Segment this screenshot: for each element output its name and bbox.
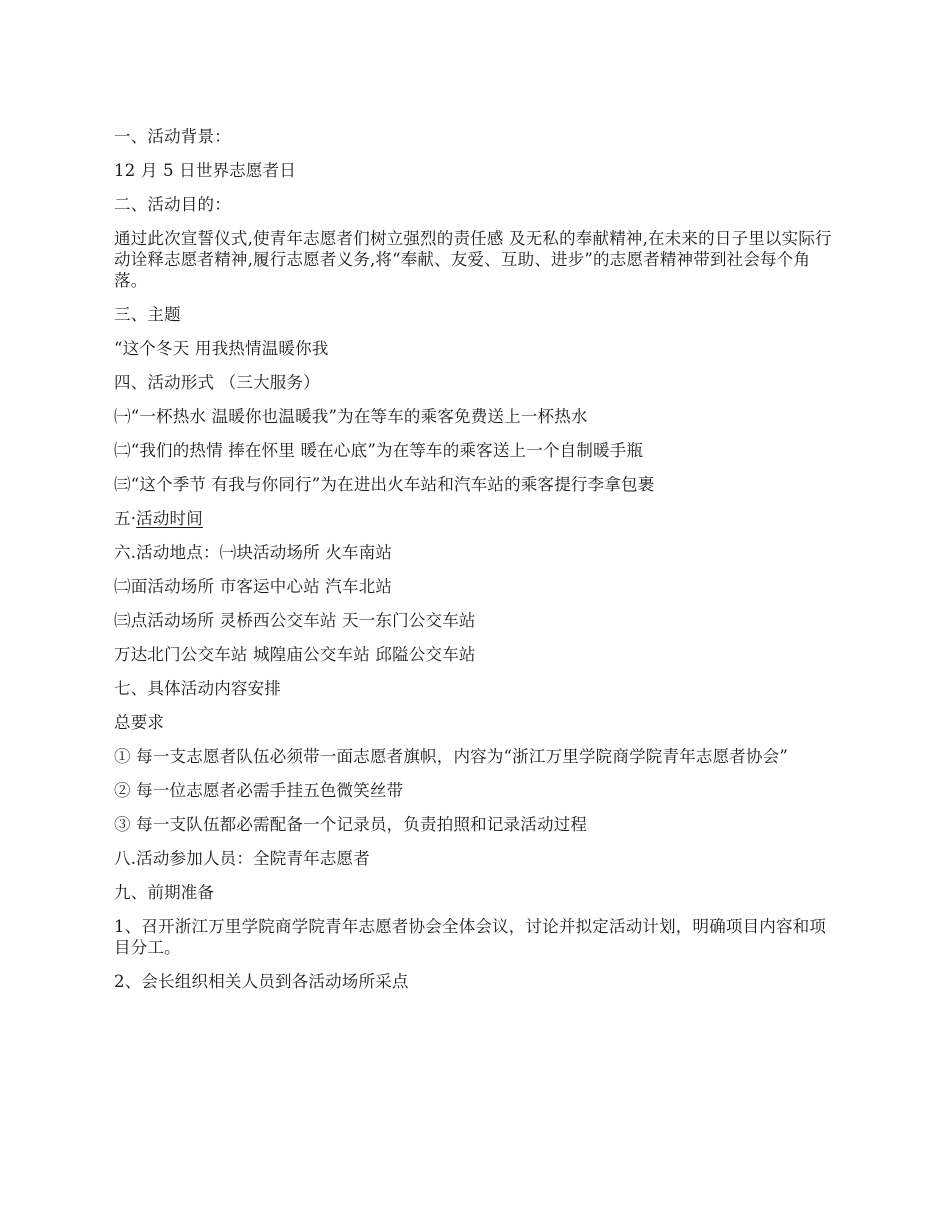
format-item-2: ㈡“我们的热情 捧在怀里 暖在心底”为在等车的乘客送上一个自制暖手瓶	[114, 441, 644, 460]
format-item-1: ㈠“一杯热水 温暖你也温暖我”为在等车的乘客免费送上一杯热水	[114, 407, 588, 426]
heading-time	[114, 508, 834, 529]
heading-participants: 八.活动参加人员：全院青年志愿者	[114, 849, 370, 868]
format-item-3: ㈢“这个季节 有我与你同行”为在进出火车站和汽车站的乘客提行李拿包裹	[114, 475, 655, 494]
location-item-2: ㈡面活动场所 市客运中心站 汽车北站	[114, 577, 393, 596]
document-page	[114, 126, 834, 1005]
preparation-item-2: 2、会长组织相关人员到各活动场所采点	[114, 972, 409, 991]
location-item-3: ㈢点活动场所 灵桥西公交车站 天一东门公交车站	[114, 611, 476, 630]
heading-preparation: 九、前期准备	[114, 883, 215, 902]
heading-purpose: 二、活动目的：	[114, 195, 231, 214]
preparation-item-1: 1、召开浙江万里学院商学院青年志愿者协会全体会议，讨论并拟定活动计划，明确项目内容和项目分工。	[114, 917, 827, 957]
activity-time-link[interactable]: 活动时间	[136, 509, 203, 528]
location-heading: 六.活动地点：㈠块活动场所 火车南站	[114, 543, 393, 562]
purpose-text: 通过此次宣誓仪式,使青年志愿者们树立强烈的责任感 及无私的奉献精神,在未来的日子里以实际行动诠释志愿者精神,履行志愿者义务,将“奉献、友爱、互助、进步”的志愿者精神带到社会每个角落。	[114, 229, 832, 290]
requirement-1: ① 每一支志愿者队伍必须带一面志愿者旗帜，内容为“浙江万里学院商学院青年志愿者协会”	[114, 747, 789, 766]
heading-time-prefix: 五·	[114, 509, 137, 528]
general-requirements: 总要求	[114, 713, 165, 732]
theme-text: “这个冬天 用我热情温暖你我	[114, 339, 329, 358]
heading-content: 七、具体活动内容安排	[114, 679, 281, 698]
background-text: 12 月 5 日世界志愿者日	[114, 161, 297, 180]
heading-format: 四、活动形式 （三大服务）	[114, 373, 320, 392]
heading-background: 一、活动背景：	[114, 127, 231, 146]
requirement-2: ② 每一位志愿者必需手挂五色微笑丝带	[114, 781, 404, 800]
location-item-3-cont: 万达北门公交车站 城隍庙公交车站 邱隘公交车站	[114, 645, 476, 664]
heading-theme: 三、主题	[114, 305, 181, 324]
requirement-3: ③ 每一支队伍都必需配备一个记录员，负责拍照和记录活动过程	[114, 815, 588, 834]
